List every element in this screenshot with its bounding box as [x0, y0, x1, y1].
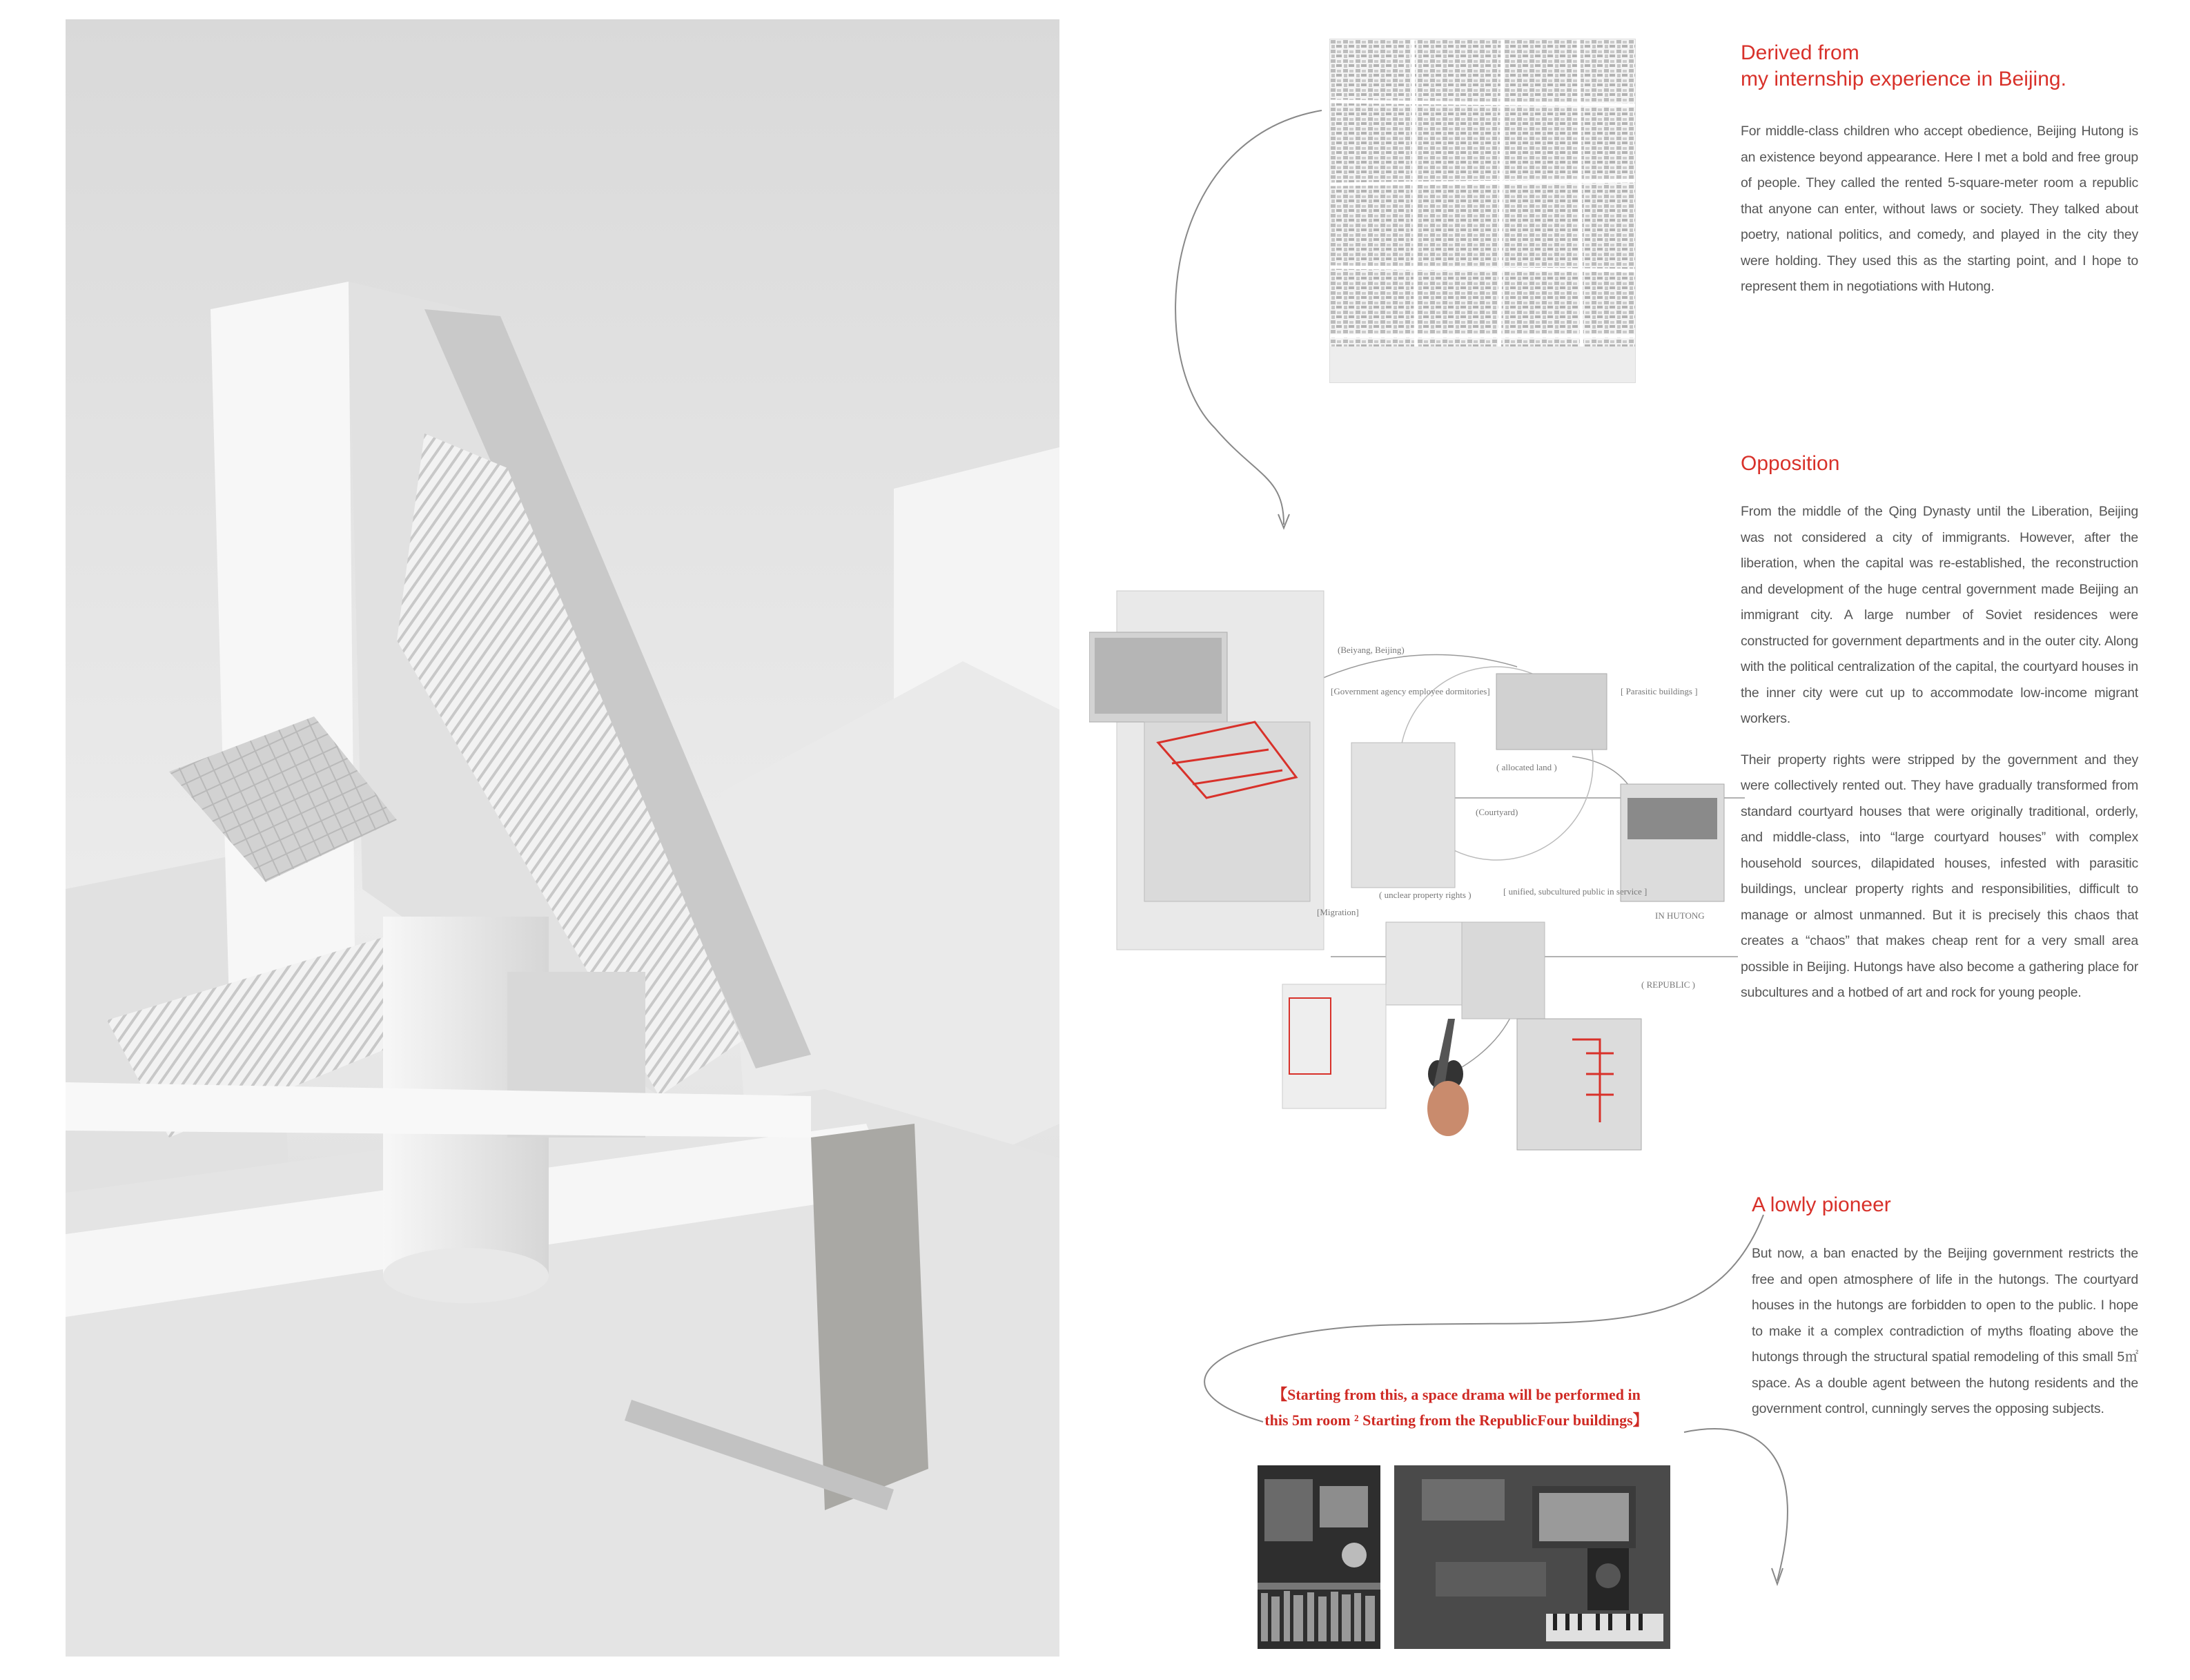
- derived-body: [1741, 119, 2138, 315]
- pioneer-paragraph: But now, a ban enacted by the Beijing government restricts the free and open atmosphere of life in the hutongs. The courtyard houses in the hutongs are forbidden to open to the public. I hope to make it a complex contradiction of myths floating above the hutongs through the structural spatial remodeling of this small 5㎡ space. As a double agent between the hutong residents and the government control, cunningly serves the opposing subjects.: [1752, 1246, 2138, 1416]
- hutong-collage-diagram: [1089, 570, 1745, 1202]
- collage-label-allocated: ( allocated land ): [1496, 762, 1557, 772]
- model-photograph: [66, 19, 1059, 1657]
- opposition-body: [1741, 499, 2138, 1022]
- derived-heading: [1741, 40, 2155, 92]
- collage-label-parasitic: [ Parasitic buildings ]: [1621, 686, 1698, 696]
- space-drama-quote: [1235, 1382, 1677, 1433]
- pioneer-heading: A lowly pioneer: [1752, 1193, 1891, 1216]
- quote-line-1: 【Starting from this, a space drama will be performed in: [1272, 1386, 1641, 1403]
- collage-label-property: ( unclear property rights ): [1379, 890, 1472, 900]
- collage-label-migration: [Migration]: [1317, 907, 1359, 917]
- opposition-paragraph-1: From the middle of the Qing Dynasty until the Liberation, Beijing was not considered a city of immigrants. However, after the liberation, when the capital was re-established, the reconstruction and development of the huge central government made Beijing an immigrant city. A large number of Soviet residences were constructed for government departments and in the outer city. Along with the political centralization of the capital, the courtyard houses in the inner city were cut up to accommodate low-income migrant workers.: [1741, 504, 2138, 726]
- quote-line-2: this 5m room ² Starting from the RepublicFour buildings】: [1264, 1412, 1648, 1429]
- derived-heading-line1: Derived from: [1741, 41, 1859, 64]
- opposition-paragraph-2: Their property rights were stripped by the government and they were collectively rented out. They have gradually transformed from standard courtyard houses that were originally traditional, orderly, and middle-class, into “large courtyard houses” with complex household sources, dilapidated houses, infested with parasitic buildings, unclear property rights and responsibilities, difficult to manage or almost unmanned. But it is precisely this chaos that creates a “chaos” that makes cheap rent for a very small area possible in Beijing. Hutongs have also become a gathering place for subcultures and a hotbed of art and rock for young people.: [1741, 752, 2138, 1000]
- collage-label-beijing: (Beiyang, Beijing): [1338, 645, 1405, 655]
- room-photo-studio: [1394, 1465, 1670, 1649]
- collage-label-sublet: [ unified, subcultured public in service ]: [1503, 886, 1648, 897]
- opposition-heading: Opposition: [1741, 452, 1840, 475]
- collage-label-courtyard: (Courtyard): [1476, 807, 1518, 817]
- pioneer-body: [1752, 1241, 2138, 1438]
- collage-label-hutong: IN HUTONG: [1655, 910, 1705, 921]
- collage-label-republic: ( REPUBLIC ): [1641, 979, 1695, 990]
- hutong-map: [1329, 39, 1636, 383]
- derived-paragraph: For middle-class children who accept obedience, Beijing Hutong is an existence beyond appearance. Here I met a bold and free group of people. They called the rented 5-square-meter room a republic that anyone can enter, without laws or society. They talked about poetry, national politics, and comedy, and played in the city they were holding. They used this as the starting point, and I hope to represent them in negotiations with Hutong.: [1741, 124, 2138, 294]
- room-photo-bookshelf: [1258, 1465, 1380, 1649]
- collage-label-gov: [Government agency employee dormitories]: [1331, 686, 1490, 696]
- derived-heading-line2: my internship experience in Beijing.: [1741, 68, 2066, 90]
